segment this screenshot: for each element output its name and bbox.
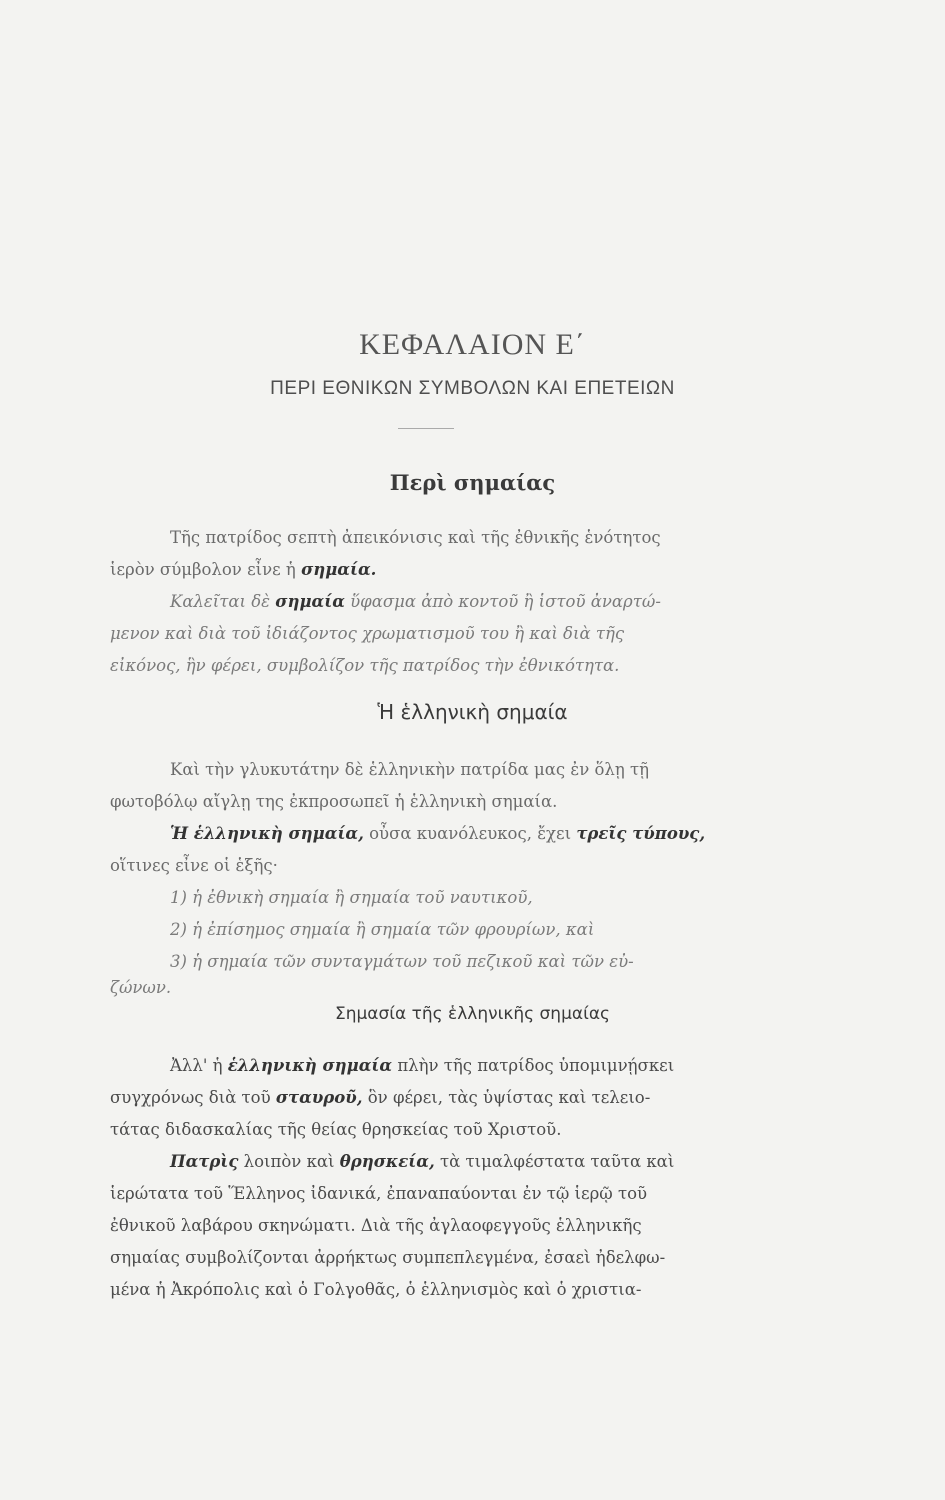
paragraph-line: Καλεῖται δὲ σημαία ὕφασμα ἀπὸ κοντοῦ ἢ ἱστοῦ ἀναρτώ-	[170, 592, 661, 611]
paragraph-line: ἱερώτατα τοῦ Ἕλληνος ἰδανικά, ἐπαναπαύονται ἐν τῷ ἱερῷ τοῦ	[110, 1184, 648, 1203]
emphasis-term: Πατρὶς	[170, 1152, 239, 1171]
list-item: 3) ἡ σημαία τῶν συνταγμάτων τοῦ πεζικοῦ καὶ τῶν εὐ-	[170, 952, 634, 971]
emphasis-term: ἑλληνικὴ σημαία	[227, 1056, 393, 1075]
paragraph-line: φωτοβόλῳ αἴγλῃ της ἐκπροσωπεῖ ἡ ἑλληνικὴ σημαία.	[110, 792, 558, 811]
chapter-title: ΚΕΦΑΛΑΙΟΝ Ε΄	[359, 328, 586, 361]
emphasis-term: Ἡ ἑλληνικὴ σημαία,	[170, 824, 364, 843]
paragraph-line: Τῆς πατρίδος σεπτὴ ἀπεικόνισις καὶ τῆς ἐθνικῆς ἑνότητος	[170, 528, 661, 547]
section-heading-meaning: Σημασία τῆς ἑλληνικῆς σημαίας	[334, 1004, 611, 1024]
list-item: 1) ἡ ἐθνικὴ σημαία ἢ σημαία τοῦ ναυτικοῦ,	[170, 888, 533, 907]
emphasis-term: σημαία.	[301, 560, 377, 579]
list-item: ζώνων.	[110, 978, 172, 997]
paragraph-line: ἱερὸν σύμβολον εἶνε ἡ σημαία.	[110, 560, 377, 579]
paragraph-line: Ἀλλ' ἡ ἑλληνικὴ σημαία πλὴν τῆς πατρίδος ὑπομιμνῄσκει	[170, 1056, 675, 1075]
paragraph-line: ἐθνικοῦ λαβάρου σκηνώματι. Διὰ τῆς ἀγλαοφεγγοῦς ἑλληνικῆς	[110, 1216, 642, 1235]
paragraph-line: τάτας διδασκαλίας τῆς θείας θρησκείας τοῦ Χριστοῦ.	[110, 1120, 562, 1139]
section-heading-greek-flag: Ἡ ἑλληνικὴ σημαία	[377, 700, 568, 724]
paragraph-line: σημαίας συμβολίζονται ἀρρήκτως συμπεπλεγμένα, ἐσαεὶ ἠδελφω-	[110, 1248, 666, 1267]
section-heading-flag: Περὶ σημαίας	[389, 470, 556, 495]
chapter-subtitle: ΠΕΡΙ ΕΘΝΙΚΩΝ ΣΥΜΒΟΛΩΝ ΚΑΙ ΕΠΕΤΕΙΩΝ	[270, 378, 675, 399]
emphasis-term: σταυροῦ,	[275, 1088, 363, 1107]
paragraph-line: μένα ἡ Ἀκρόπολις καὶ ὁ Γολγοθᾶς, ὁ ἑλληνισμὸς καὶ ὁ χριστια-	[110, 1280, 642, 1299]
paragraph-line: οἵτινες εἶνε οἱ ἑξῆς·	[110, 856, 278, 875]
paragraph-line: Ἡ ἑλληνικὴ σημαία, οὖσα κυανόλευκος, ἔχει τρεῖς τύπους,	[170, 824, 706, 843]
paragraph-line: μενον καὶ διὰ τοῦ ἰδιάζοντος χρωματισμοῦ του ἢ καὶ διὰ τῆς	[110, 624, 625, 643]
divider-rule	[398, 428, 454, 429]
list-item: 2) ἡ ἐπίσημος σημαία ἢ σημαία τῶν φρουρίων, καὶ	[170, 920, 595, 939]
paragraph-line: Καὶ τὴν γλυκυτάτην δὲ ἑλληνικὴν πατρίδα μας ἐν ὅλῃ τῇ	[170, 760, 650, 779]
emphasis-term: θρησκεία,	[339, 1152, 435, 1171]
paragraph-line: Πατρὶς λοιπὸν καὶ θρησκεία, τὰ τιμαλφέστατα ταῦτα καὶ	[170, 1152, 675, 1171]
emphasis-term: σημαία	[275, 592, 345, 611]
emphasis-term: τρεῖς τύπους,	[576, 824, 706, 843]
paragraph-line: εἰκόνος, ἣν φέρει, συμβολίζον τῆς πατρίδος τὴν ἐθνικότητα.	[110, 656, 620, 675]
paragraph-line: συγχρόνως διὰ τοῦ σταυροῦ, ὃν φέρει, τὰς ὑψίστας καὶ τελειο-	[110, 1088, 651, 1107]
